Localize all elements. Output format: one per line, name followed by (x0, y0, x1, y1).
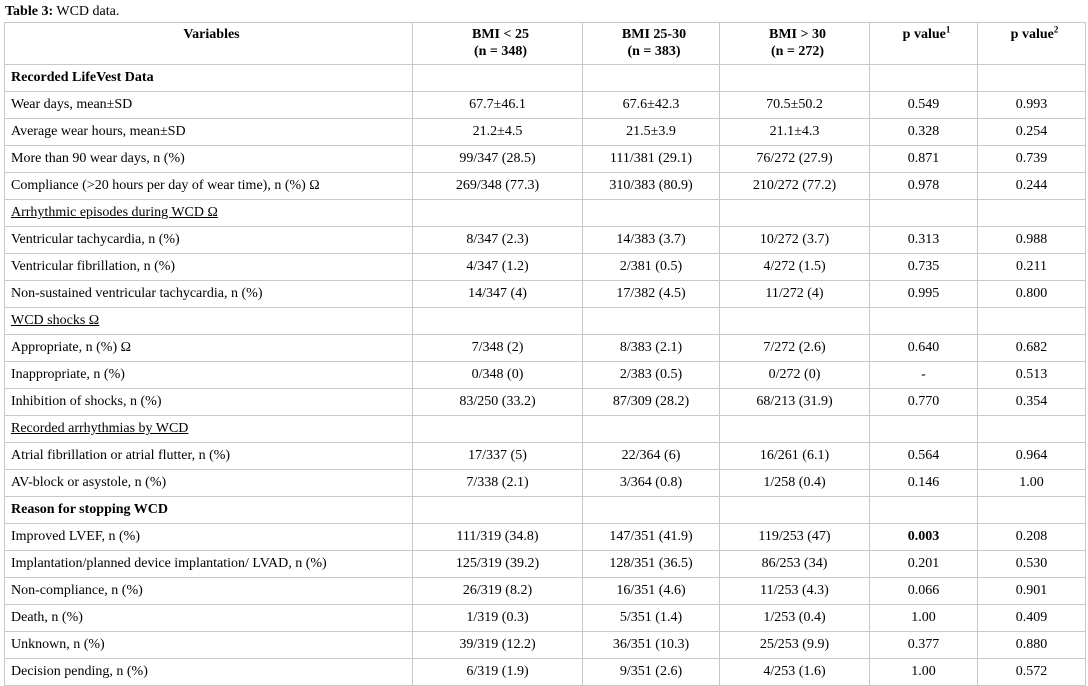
cell-p-value-1 (870, 65, 978, 92)
cell-p-value-2 (978, 497, 1086, 524)
cell-bmi-lt25: 6/319 (1.9) (413, 659, 583, 686)
row-label: Implantation/planned device implantation/ LVAD, n (%) (5, 551, 413, 578)
cell-bmi-gt30: 16/261 (6.1) (720, 443, 870, 470)
table-row (5, 389, 1086, 416)
cell-p-value-1: 1.00 (870, 605, 978, 632)
cell-bmi-gt30 (720, 200, 870, 227)
table-row (5, 146, 1086, 173)
table-row (5, 281, 1086, 308)
cell-p-value-1 (870, 308, 978, 335)
cell-p-value-1: 0.978 (870, 173, 978, 200)
cell-bmi-lt25: 7/338 (2.1) (413, 470, 583, 497)
caption-text: WCD data. (53, 4, 120, 19)
cell-p-value-2: 0.354 (978, 389, 1086, 416)
row-label: Wear days, mean±SD (5, 92, 413, 119)
cell-p-value-1: 0.201 (870, 551, 978, 578)
cell-bmi-gt30: 70.5±50.2 (720, 92, 870, 119)
cell-bmi-gt30: 210/272 (77.2) (720, 173, 870, 200)
cell-p-value-2: 0.901 (978, 578, 1086, 605)
cell-bmi-25-30 (583, 416, 720, 443)
cell-p-value-1: 0.003 (870, 524, 978, 551)
row-label: Improved LVEF, n (%) (5, 524, 413, 551)
cell-p-value-2: 1.00 (978, 470, 1086, 497)
cell-bmi-lt25 (413, 200, 583, 227)
cell-bmi-lt25: 7/348 (2) (413, 335, 583, 362)
cell-bmi-25-30: 87/309 (28.2) (583, 389, 720, 416)
section-label: Recorded LifeVest Data (5, 65, 413, 92)
cell-bmi-lt25: 21.2±4.5 (413, 119, 583, 146)
table-row (5, 551, 1086, 578)
cell-bmi-lt25: 8/347 (2.3) (413, 227, 583, 254)
cell-bmi-gt30: 11/253 (4.3) (720, 578, 870, 605)
header-bmi-lt25: BMI < 25 (n = 348) (413, 23, 583, 65)
cell-p-value-1: 0.313 (870, 227, 978, 254)
cell-p-value-2: 0.572 (978, 659, 1086, 686)
cell-p-value-2: 0.739 (978, 146, 1086, 173)
row-label: Unknown, n (%) (5, 632, 413, 659)
cell-p-value-1: 0.995 (870, 281, 978, 308)
cell-bmi-gt30: 25/253 (9.9) (720, 632, 870, 659)
cell-bmi-25-30: 2/381 (0.5) (583, 254, 720, 281)
row-label: Compliance (>20 hours per day of wear time), n (%) Ω (5, 173, 413, 200)
cell-p-value-1: 0.564 (870, 443, 978, 470)
table-row (5, 227, 1086, 254)
table-row (5, 362, 1086, 389)
cell-bmi-lt25: 1/319 (0.3) (413, 605, 583, 632)
table-header-row (5, 23, 1086, 65)
cell-p-value-1: 1.00 (870, 659, 978, 686)
cell-p-value-2: 0.208 (978, 524, 1086, 551)
cell-bmi-lt25 (413, 65, 583, 92)
cell-p-value-2: 0.682 (978, 335, 1086, 362)
section-label: Reason for stopping WCD (5, 497, 413, 524)
cell-bmi-lt25: 99/347 (28.5) (413, 146, 583, 173)
cell-bmi-25-30 (583, 65, 720, 92)
header-bmi-25-30: BMI 25-30 (n = 383) (583, 23, 720, 65)
cell-bmi-lt25: 4/347 (1.2) (413, 254, 583, 281)
cell-bmi-25-30: 128/351 (36.5) (583, 551, 720, 578)
cell-p-value-2: 0.530 (978, 551, 1086, 578)
cell-bmi-gt30 (720, 65, 870, 92)
table-row (5, 524, 1086, 551)
header-bmi-gt30: BMI > 30 (n = 272) (720, 23, 870, 65)
section-label: Recorded arrhythmias by WCD (5, 416, 413, 443)
cell-p-value-2 (978, 416, 1086, 443)
cell-bmi-25-30: 21.5±3.9 (583, 119, 720, 146)
cell-p-value-2: 0.211 (978, 254, 1086, 281)
cell-p-value-1: 0.871 (870, 146, 978, 173)
cell-p-value-2 (978, 200, 1086, 227)
table-row (5, 605, 1086, 632)
header-p-value-2: p value$^2$ (978, 23, 1086, 65)
row-label: Inappropriate, n (%) (5, 362, 413, 389)
section-row (5, 65, 1086, 92)
cell-bmi-25-30: 67.6±42.3 (583, 92, 720, 119)
cell-bmi-25-30: 3/364 (0.8) (583, 470, 720, 497)
cell-bmi-lt25: 83/250 (33.2) (413, 389, 583, 416)
table-row (5, 578, 1086, 605)
cell-p-value-1: 0.146 (870, 470, 978, 497)
table-row (5, 173, 1086, 200)
cell-bmi-lt25: 67.7±46.1 (413, 92, 583, 119)
cell-p-value-1 (870, 416, 978, 443)
header-variables: Variables (5, 23, 413, 65)
section-row (5, 497, 1086, 524)
caption-label: Table 3: (5, 4, 54, 19)
row-label: Appropriate, n (%) Ω (5, 335, 413, 362)
row-label: Death, n (%) (5, 605, 413, 632)
cell-bmi-25-30: 36/351 (10.3) (583, 632, 720, 659)
row-label: Average wear hours, mean±SD (5, 119, 413, 146)
row-label: Atrial fibrillation or atrial flutter, n (%) (5, 443, 413, 470)
cell-p-value-1 (870, 200, 978, 227)
cell-bmi-lt25: 111/319 (34.8) (413, 524, 583, 551)
cell-bmi-gt30: 119/253 (47) (720, 524, 870, 551)
cell-bmi-gt30: 10/272 (3.7) (720, 227, 870, 254)
table-row (5, 119, 1086, 146)
cell-p-value-2: 0.964 (978, 443, 1086, 470)
cell-bmi-25-30: 9/351 (2.6) (583, 659, 720, 686)
cell-p-value-1: 0.066 (870, 578, 978, 605)
cell-bmi-gt30: 4/272 (1.5) (720, 254, 870, 281)
section-label: WCD shocks Ω (5, 308, 413, 335)
cell-p-value-2 (978, 308, 1086, 335)
cell-bmi-25-30: 147/351 (41.9) (583, 524, 720, 551)
cell-bmi-25-30: 17/382 (4.5) (583, 281, 720, 308)
row-label: More than 90 wear days, n (%) (5, 146, 413, 173)
cell-p-value-2: 0.244 (978, 173, 1086, 200)
cell-bmi-25-30 (583, 497, 720, 524)
cell-p-value-2: 0.800 (978, 281, 1086, 308)
cell-bmi-lt25: 17/337 (5) (413, 443, 583, 470)
header-p-value-1: p value$^1$ (870, 23, 978, 65)
row-label: Ventricular fibrillation, n (%) (5, 254, 413, 281)
cell-bmi-25-30: 310/383 (80.9) (583, 173, 720, 200)
table-caption (5, 3, 1085, 21)
cell-p-value-1: 0.328 (870, 119, 978, 146)
cell-bmi-lt25: 39/319 (12.2) (413, 632, 583, 659)
cell-bmi-gt30: 21.1±4.3 (720, 119, 870, 146)
row-label: Non-compliance, n (%) (5, 578, 413, 605)
row-label: Non-sustained ventricular tachycardia, n (%) (5, 281, 413, 308)
cell-bmi-lt25 (413, 308, 583, 335)
cell-bmi-gt30 (720, 308, 870, 335)
cell-p-value-1: - (870, 362, 978, 389)
cell-bmi-lt25 (413, 497, 583, 524)
section-row (5, 200, 1086, 227)
cell-bmi-lt25: 26/319 (8.2) (413, 578, 583, 605)
cell-p-value-2: 0.993 (978, 92, 1086, 119)
row-label: AV-block or asystole, n (%) (5, 470, 413, 497)
cell-p-value-1: 0.377 (870, 632, 978, 659)
cell-bmi-25-30 (583, 308, 720, 335)
row-label: Decision pending, n (%) (5, 659, 413, 686)
cell-p-value-2: 0.988 (978, 227, 1086, 254)
cell-bmi-25-30: 16/351 (4.6) (583, 578, 720, 605)
table-row (5, 632, 1086, 659)
cell-bmi-25-30: 5/351 (1.4) (583, 605, 720, 632)
cell-bmi-25-30: 8/383 (2.1) (583, 335, 720, 362)
cell-p-value-2: 0.409 (978, 605, 1086, 632)
table-row (5, 254, 1086, 281)
cell-bmi-gt30 (720, 416, 870, 443)
section-row (5, 416, 1086, 443)
cell-bmi-lt25: 14/347 (4) (413, 281, 583, 308)
table-row (5, 470, 1086, 497)
table-body (5, 65, 1086, 686)
cell-bmi-gt30: 86/253 (34) (720, 551, 870, 578)
cell-bmi-gt30: 0/272 (0) (720, 362, 870, 389)
cell-p-value-1: 0.735 (870, 254, 978, 281)
cell-bmi-25-30: 14/383 (3.7) (583, 227, 720, 254)
cell-bmi-gt30: 1/258 (0.4) (720, 470, 870, 497)
cell-bmi-gt30: 68/213 (31.9) (720, 389, 870, 416)
cell-bmi-25-30: 2/383 (0.5) (583, 362, 720, 389)
cell-p-value-2: 0.513 (978, 362, 1086, 389)
cell-bmi-gt30 (720, 497, 870, 524)
cell-bmi-lt25: 269/348 (77.3) (413, 173, 583, 200)
cell-bmi-gt30: 7/272 (2.6) (720, 335, 870, 362)
cell-p-value-2: 0.880 (978, 632, 1086, 659)
cell-p-value-1: 0.640 (870, 335, 978, 362)
cell-bmi-25-30: 111/381 (29.1) (583, 146, 720, 173)
cell-bmi-gt30: 4/253 (1.6) (720, 659, 870, 686)
section-row (5, 308, 1086, 335)
cell-p-value-1: 0.549 (870, 92, 978, 119)
cell-p-value-2: 0.254 (978, 119, 1086, 146)
cell-p-value-1 (870, 497, 978, 524)
cell-bmi-lt25: 0/348 (0) (413, 362, 583, 389)
table-row (5, 335, 1086, 362)
table-row (5, 92, 1086, 119)
cell-bmi-gt30: 76/272 (27.9) (720, 146, 870, 173)
table-row (5, 659, 1086, 686)
cell-p-value-2 (978, 65, 1086, 92)
cell-bmi-25-30: 22/364 (6) (583, 443, 720, 470)
wcd-data-table (4, 22, 1086, 686)
cell-bmi-gt30: 1/253 (0.4) (720, 605, 870, 632)
section-label: Arrhythmic episodes during WCD Ω (5, 200, 413, 227)
cell-bmi-25-30 (583, 200, 720, 227)
cell-bmi-lt25: 125/319 (39.2) (413, 551, 583, 578)
cell-p-value-1: 0.770 (870, 389, 978, 416)
cell-bmi-gt30: 11/272 (4) (720, 281, 870, 308)
table-row (5, 443, 1086, 470)
row-label: Ventricular tachycardia, n (%) (5, 227, 413, 254)
cell-bmi-lt25 (413, 416, 583, 443)
row-label: Inhibition of shocks, n (%) (5, 389, 413, 416)
